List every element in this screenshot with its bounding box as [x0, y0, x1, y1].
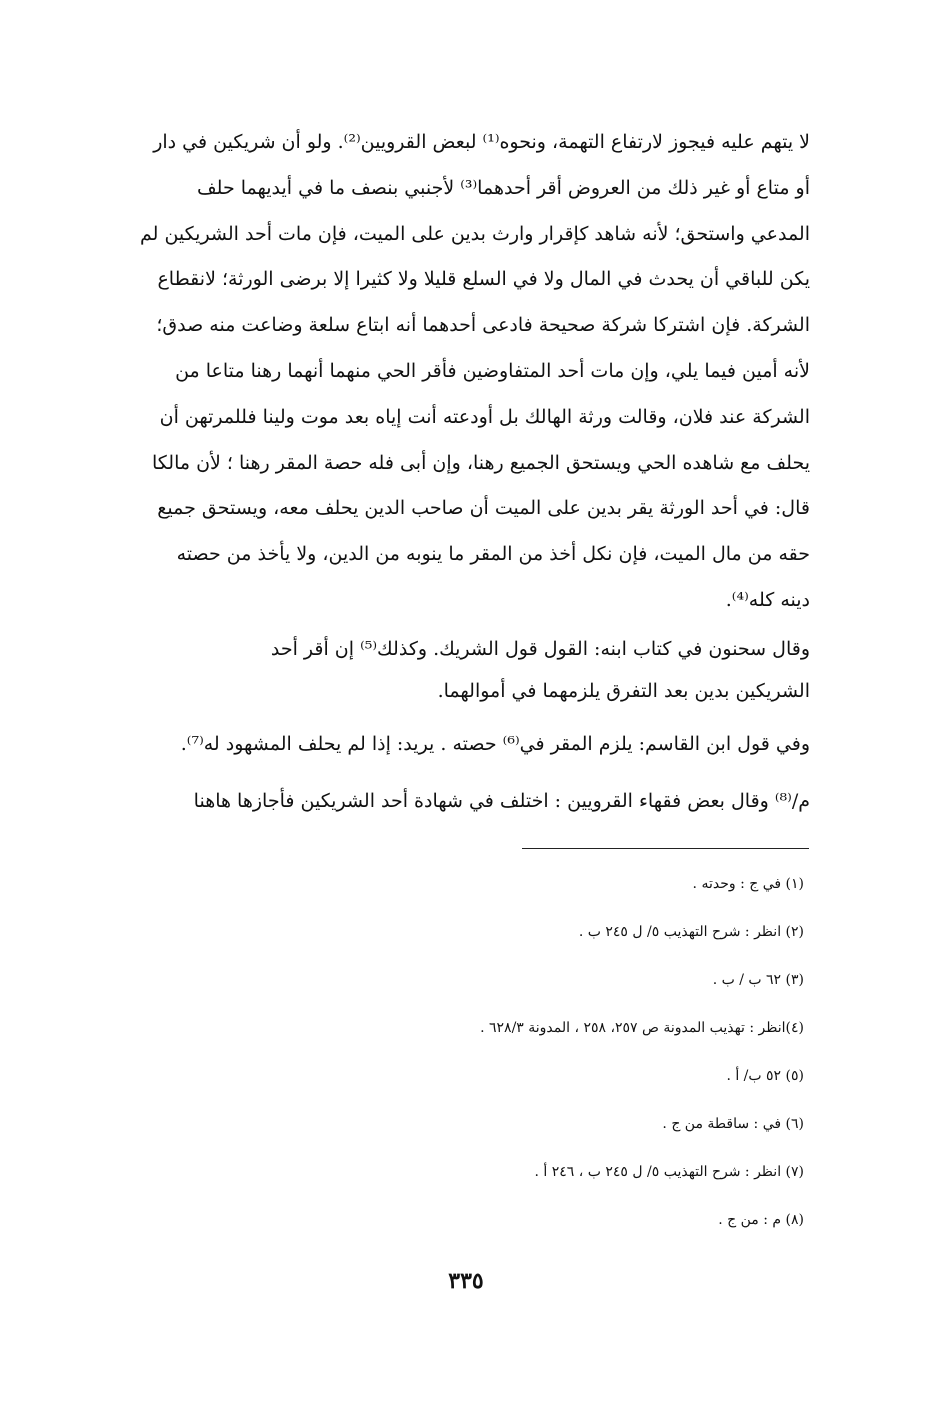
text-line: يحلف مع شاهده الحي ويستحق الجميع رهنا، وإن أبى فله حصة المقر رهنا ؛ لأن مالكا	[152, 451, 810, 474]
text-line: يكن للباقي أن يحدث في المال ولا في السلع قليلا ولا كثيرا إلا برضى الورثة؛ لانقطاع	[157, 268, 810, 291]
footnote: (٨) م : من ج .	[718, 1212, 804, 1228]
paragraph-sahnun	[88, 628, 810, 712]
text-line: المدعي واستحق؛ لأنه شاهد كإقرار وارث بدين على الميت، فإن مات أحد الشريكين لم	[140, 222, 810, 245]
text-line: دينه كله⁽⁴⁾.	[725, 588, 810, 611]
text-line: حقه من مال الميت، فإن نكل أخذ من المقر ما ينوبه من الدين، ولا يأخذ من حصته	[176, 543, 810, 566]
text-line: لأنه أمين فيما يلي، وإن مات أحد المتفاوضين فأقر الحي منهما أنهما رهنا متاعا من	[175, 359, 810, 382]
footnote: (٧) انظر : شرح التهذيب ٥/ ل ٢٤٥ ب ، ٢٤٦ أ .	[534, 1164, 804, 1180]
text-line: وقال سحنون في كتاب ابنه: القول قول الشريك. وكذلك⁽⁵⁾ إن أقر أحد	[270, 638, 810, 660]
text-line: لا يتهم عليه فيجوز لارتفاع التهمة، ونحوه⁽¹⁾ لبعض القرويين⁽²⁾. ولو أن شريكين في دار	[153, 131, 810, 153]
paragraph-qarawiyyin-jurists	[88, 780, 810, 822]
footnote-divider	[522, 848, 809, 849]
text-line: الشركة عند فلان، وقالت ورثة الهالك بل أودعته أنت إياه بعد موت ولينا فللمرتهن أن	[159, 405, 810, 428]
footnote: (٣) ٦٢ ب / ب .	[712, 972, 804, 988]
text-line: وفي قول ابن القاسم: يلزم المقر في⁽⁶⁾ حصته . يريد: إذا لم يحلف المشهود له⁽⁷⁾.	[180, 733, 810, 755]
page-number: ٣٣٥	[448, 1268, 484, 1294]
text-line: م/⁽⁸⁾ وقال بعض فقهاء القرويين : اختلف في شهادة أحد الشريكين فأجازها هاهنا	[193, 790, 810, 812]
paragraph-ibn-al-qasim	[88, 723, 810, 765]
footnotes	[244, 860, 804, 1244]
main-paragraph	[88, 120, 810, 624]
text-line: الشركة. فإن اشتركا شركة صحيحة فادعى أحدهما أنه ابتاع سلعة وضاعت منه صدق؛	[156, 314, 810, 337]
text-line: الشريكين بدين بعد التفرق يلزمهما في أموالهما.	[437, 680, 810, 702]
footnote: (٤)انظر : تهذيب المدونة ص ٢٥٧، ٢٥٨ ، المدونة ٦٢٨/٣ .	[480, 1020, 804, 1036]
footnote: (١) في ج : وحدته .	[692, 876, 804, 892]
footnote: (٥) ٥٢ ب/ أ .	[726, 1068, 804, 1084]
text-line: قال: في أحد الورثة يقر بدين على الميت أن صاحب الدين يحلف معه، ويستحق جميع	[157, 497, 810, 520]
footnote: (٦) في : ساقطة من ج .	[662, 1116, 804, 1132]
text-line: أو متاع أو غير ذلك من العروض أقر أحدهما⁽³⁾ لأجنبي بنصف ما في أيديهما حلف	[196, 176, 810, 199]
footnote: (٢) انظر : شرح التهذيب ٥/ ل ٢٤٥ ب .	[578, 924, 804, 940]
